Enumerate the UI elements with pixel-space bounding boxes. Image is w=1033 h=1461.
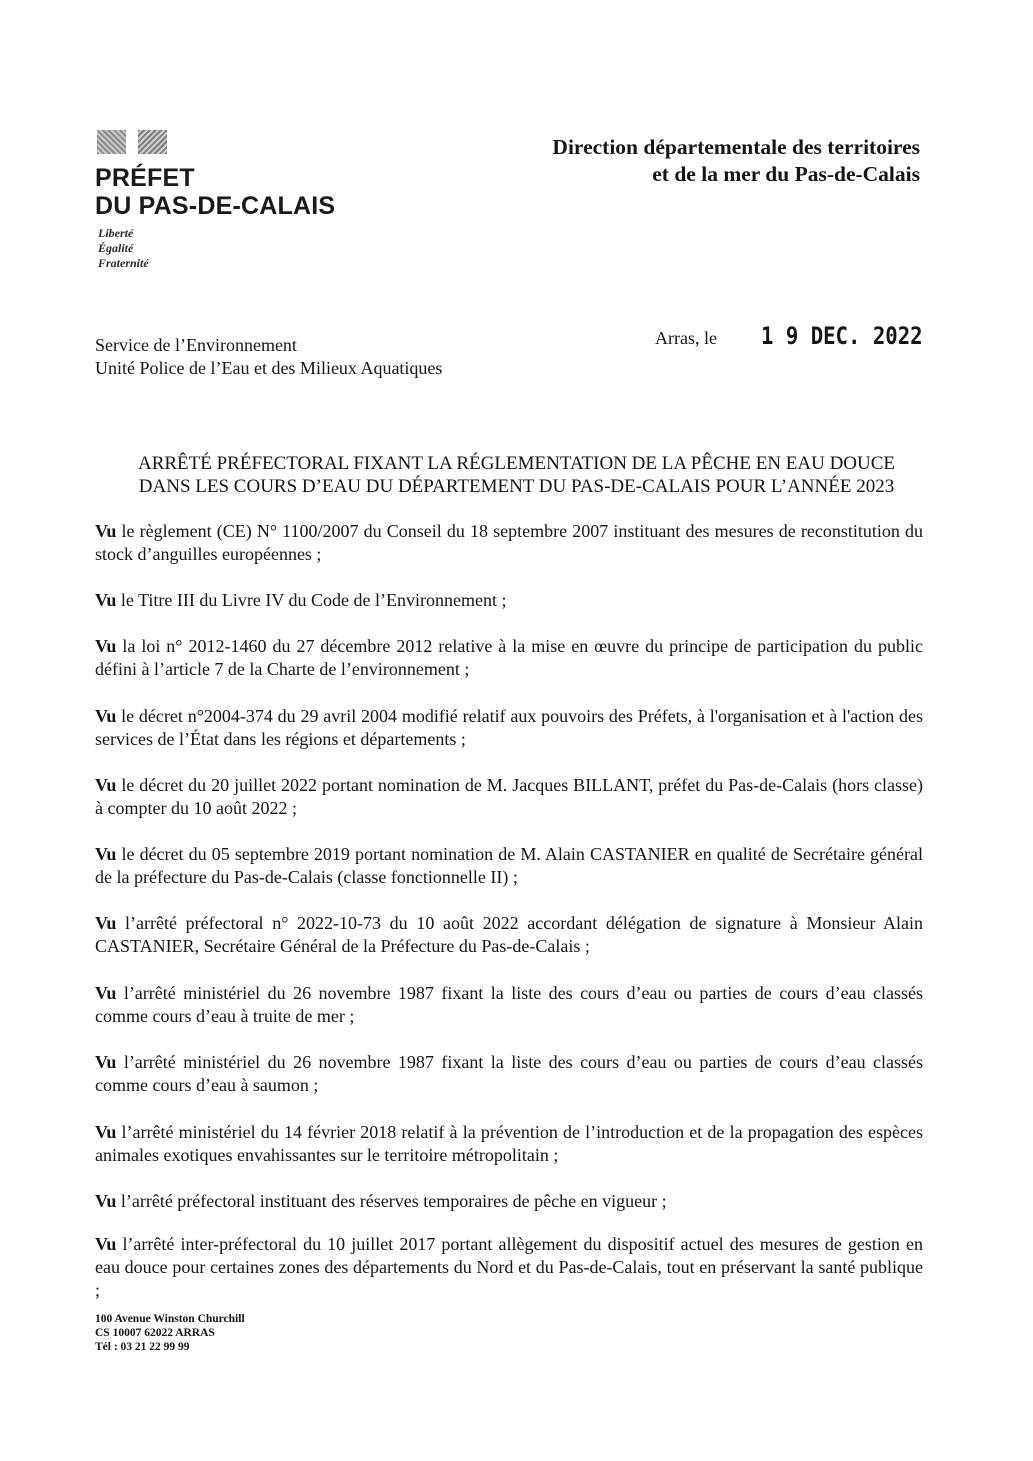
vu-lead: Vu xyxy=(95,1052,117,1072)
vu-lead: Vu xyxy=(95,521,117,541)
paragraph-text: le règlement (CE) N° 1100/2007 du Conseil du 18 septembre 2007 instituant des mesures de reconstitution du stock d’anguilles européennes ; xyxy=(95,521,923,564)
footer-address xyxy=(95,1312,245,1354)
paragraph-text: le décret n°2004-374 du 29 avril 2004 modifié relatif aux pouvoirs des Préfets, à l'organisation et à l'action des services de l’État dans les régions et départements ; xyxy=(95,706,924,749)
paragraph-text: le décret du 05 septembre 2019 portant nomination de M. Alain CASTANIER en qualité de Secrétaire général de la préfecture du Pas-de-Calais (classe fonctionnelle II) ; xyxy=(95,844,923,887)
service-line-2: Unité Police de l’Eau et des Milieux Aquatiques xyxy=(95,358,443,378)
footer-phone: Tél : 03 21 22 99 99 xyxy=(95,1341,190,1353)
vu-lead: Vu xyxy=(95,1122,117,1142)
paragraph-text: l’arrêté ministériel du 14 février 2018 relatif à la prévention de l’introduction et de la propagation des espèces animales exotiques envahissantes sur le territoire métropolitain ; xyxy=(95,1122,924,1165)
vu-lead: Vu xyxy=(95,1191,117,1211)
service-line-1: Service de l’Environnement xyxy=(95,335,297,355)
paragraph-text: l’arrêté préfectoral n° 2022-10-73 du 10 août 2022 accordant délégation de signature à Monsieur Alain CASTANIER, Secrétaire Général de la Préfecture du Pas-de-Calais ; xyxy=(95,913,923,956)
motto-liberte: Liberté xyxy=(98,226,134,240)
date-line xyxy=(655,322,949,350)
consideration-paragraph xyxy=(95,1051,923,1097)
consideration-paragraph xyxy=(95,843,923,889)
vu-lead: Vu xyxy=(95,1234,117,1254)
vu-lead: Vu xyxy=(95,706,117,726)
date-stamp: 1 9 DEC. 2022 xyxy=(760,322,923,350)
prefet-title xyxy=(95,164,335,220)
direction-line-1: Direction départementale des territoires xyxy=(552,135,920,159)
republic-motto xyxy=(98,226,149,271)
motto-egalite: Égalité xyxy=(98,241,134,255)
consideration-paragraph xyxy=(95,589,923,612)
motto-fraternite: Fraternité xyxy=(98,256,149,270)
consideration-paragraph xyxy=(95,1190,923,1213)
vu-lead: Vu xyxy=(95,983,117,1003)
direction-line-2: et de la mer du Pas-de-Calais xyxy=(652,162,920,186)
marianne-left-mark xyxy=(97,130,126,154)
consideration-paragraph xyxy=(95,912,923,958)
paragraph-text: l’arrêté ministériel du 26 novembre 1987 fixant la liste des cours d’eau ou parties de cours d’eau classés comme cours d’eau à saumon ; xyxy=(95,1052,924,1095)
considerations-list xyxy=(95,520,923,1302)
paragraph-text: la loi n° 2012-1460 du 27 décembre 2012 relative à la mise en œuvre du principe de participation du public défini à l’article 7 de la Charte de l’environnement ; xyxy=(95,636,923,679)
date-label: Arras, le xyxy=(655,328,717,348)
paragraph-text: l’arrêté inter-préfectoral du 10 juillet 2017 portant allègement du dispositif actuel des mesures de gestion en eau douce pour certaines zones des départements du Nord et du Pas-de-Calais, tout en préservant la santé publique ; xyxy=(95,1234,923,1300)
prefet-line-1: PRÉFET xyxy=(95,164,195,192)
paragraph-text: le décret du 20 juillet 2022 portant nomination de M. Jacques BILLANT, préfet du Pas-de-Calais (hors classe) à compter du 10 août 2022 ; xyxy=(95,775,923,818)
marianne-logo-icon xyxy=(97,130,167,156)
footer-postal: CS 10007 62022 ARRAS xyxy=(95,1327,215,1339)
vu-lead: Vu xyxy=(95,844,117,864)
marianne-right-mark xyxy=(138,130,167,154)
title-line-1: ARRÊTÉ PRÉFECTORAL FIXANT LA RÉGLEMENTATION DE LA PÊCHE EN EAU DOUCE xyxy=(137,453,896,474)
footer-street: 100 Avenue Winston Churchill xyxy=(95,1313,245,1325)
consideration-paragraph xyxy=(95,1233,923,1302)
service-block xyxy=(95,334,442,380)
vu-lead: Vu xyxy=(95,590,117,610)
consideration-paragraph xyxy=(95,982,923,1028)
consideration-paragraph xyxy=(95,635,923,681)
vu-lead: Vu xyxy=(95,636,117,656)
consideration-paragraph xyxy=(95,1121,923,1167)
paragraph-text: le Titre III du Livre IV du Code de l’Environnement ; xyxy=(120,590,507,610)
document-title xyxy=(95,452,938,498)
consideration-paragraph xyxy=(95,705,923,751)
vu-lead: Vu xyxy=(95,913,117,933)
title-line-2: DANS LES COURS D’EAU DU DÉPARTEMENT DU PAS-DE-CALAIS POUR L’ANNÉE 2023 xyxy=(138,476,895,497)
vu-lead: Vu xyxy=(95,775,117,795)
direction-heading xyxy=(552,134,920,188)
consideration-paragraph xyxy=(95,520,923,566)
consideration-paragraph xyxy=(95,774,923,820)
prefet-line-2: DU PAS-DE-CALAIS xyxy=(95,192,336,220)
paragraph-text: l’arrêté ministériel du 26 novembre 1987 fixant la liste des cours d’eau ou parties de cours d’eau classés comme cours d’eau à truite de mer ; xyxy=(95,983,924,1026)
paragraph-text: l’arrêté préfectoral instituant des réserves temporaires de pêche en vigueur ; xyxy=(120,1191,667,1211)
